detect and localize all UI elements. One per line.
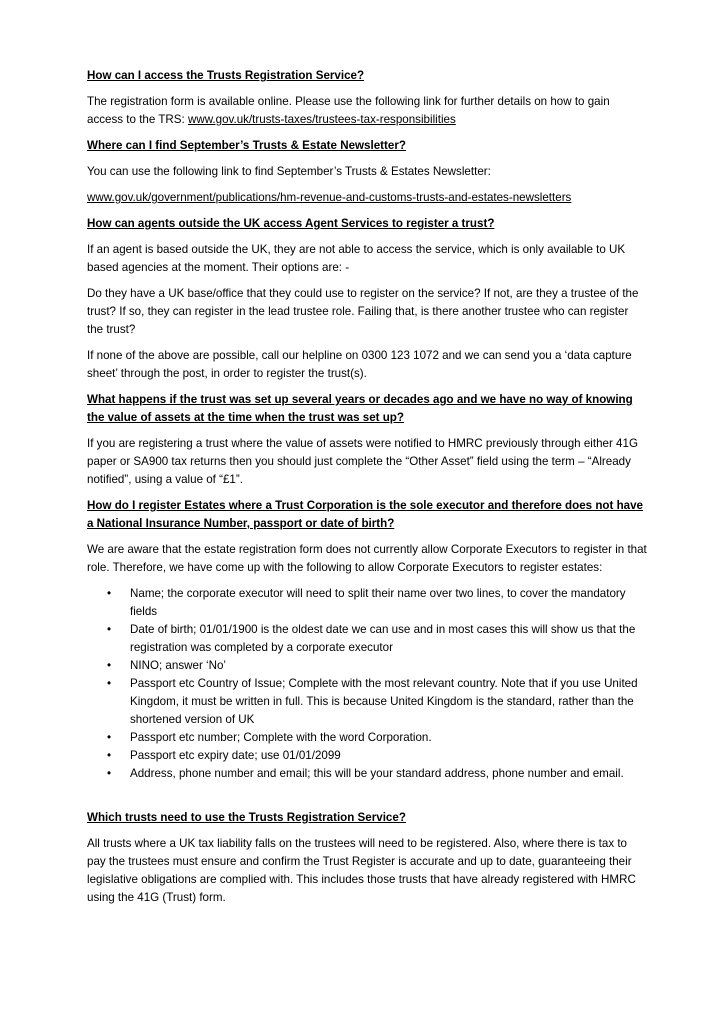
section-paragraph-agents-1: If an agent is based outside the UK, they are not able to access the service, which is only available to UK based agencies at the moment. Their options are: - xyxy=(87,243,626,274)
section-paragraph-access-trs xyxy=(87,93,647,129)
list-item xyxy=(87,585,647,621)
list-item xyxy=(87,747,647,765)
list-item-text: Name; the corporate executor will need to split their name over two lines, to cover the mandatory fields xyxy=(130,587,626,618)
bullet-icon: • xyxy=(107,623,112,636)
section-spacer xyxy=(87,791,647,809)
paragraph-text: The registration form is available online. Please use the following link for further details on how to gain access to the TRS: xyxy=(87,95,610,126)
section-heading-trust-corporation: How do I register Estates where a Trust Corporation is the sole executor and therefore does not have a National Insurance Number, passport or date of birth? xyxy=(87,499,643,530)
list-item-text: NINO; answer ‘No’ xyxy=(130,659,226,672)
section-paragraph-newsletter: You can use the following link to find September’s Trusts & Estates Newsletter: xyxy=(87,165,491,178)
bullet-icon: • xyxy=(107,587,112,600)
section-paragraph-old-trust-assets: If you are registering a trust where the value of assets were notified to HMRC previously through either 41G paper or SA900 tax returns then you should just complete the “Other Asset” field using the term – “Already notified”, using a value of “£1”. xyxy=(87,437,638,486)
list-item xyxy=(87,657,647,675)
trusts-taxes-link[interactable]: www.gov.uk/trusts-taxes/trustees-tax-responsibilities xyxy=(187,113,456,126)
newsletter-link[interactable]: www.gov.uk/government/publications/hm-revenue-and-customs-trusts-and-estates-newsletters xyxy=(87,191,572,204)
list-item xyxy=(87,729,647,747)
corporate-executor-bullet-list xyxy=(87,585,647,783)
list-item-text: Date of birth; 01/01/1900 is the oldest date we can use and in most cases this will show us that the registration was completed by a corporate executor xyxy=(130,623,636,654)
section-heading-access-trs: How can I access the Trusts Registration Service? xyxy=(87,69,365,82)
newsletter-link-line xyxy=(87,189,647,207)
bullet-icon: • xyxy=(107,677,112,690)
document-page xyxy=(87,67,647,915)
section-heading-newsletter: Where can I find September’s Trusts & Estate Newsletter? xyxy=(87,139,406,152)
section-heading-old-trust-assets: What happens if the trust was set up several years or decades ago and we have no way of knowing the value of assets at the time when the trust was set up? xyxy=(87,393,633,424)
list-item xyxy=(87,675,647,729)
bullet-icon: • xyxy=(107,749,112,762)
list-item xyxy=(87,621,647,657)
list-item-text: Passport etc expiry date; use 01/01/2099 xyxy=(130,749,341,762)
section-heading-agents-outside-uk: How can agents outside the UK access Agent Services to register a trust? xyxy=(87,217,495,230)
list-item-text: Passport etc Country of Issue; Complete with the most relevant country. Note that if you use United Kingdom, it must be written in full. This is because United Kingdom is the standard, rather than the shortened version of UK xyxy=(130,677,638,726)
list-item-text: Address, phone number and email; this will be your standard address, phone number and email. xyxy=(130,767,624,780)
bullet-icon: • xyxy=(107,767,112,780)
section-paragraph-agents-3: If none of the above are possible, call our helpline on 0300 123 1072 and we can send you a ‘data capture sheet’ through the post, in order to register the trust(s). xyxy=(87,349,632,380)
section-heading-which-trusts: Which trusts need to use the Trusts Registration Service? xyxy=(87,811,406,824)
bullet-icon: • xyxy=(107,659,112,672)
section-paragraph-which-trusts: All trusts where a UK tax liability falls on the trustees will need to be registered. Also, where there is tax to pay the trustees must ensure and confirm the Trust Register is accurate and up to date, guaranteeing their legislative obligations are complied with. This includes those trusts that have already registered with HMRC using the 41G (Trust) form. xyxy=(87,837,636,904)
section-paragraph-agents-2: Do they have a UK base/office that they could use to register on the service? If not, are they a trustee of the trust? If so, they can register in the lead trustee role. Failing that, is there another trustee who can register the trust? xyxy=(87,287,639,336)
list-item xyxy=(87,765,647,783)
section-paragraph-trust-corporation: We are aware that the estate registration form does not currently allow Corporate Executors to register in that role. Therefore, we have come up with the following to allow Corporate Executors to register estates: xyxy=(87,543,647,574)
bullet-icon: • xyxy=(107,731,112,744)
list-item-text: Passport etc number; Complete with the word Corporation. xyxy=(130,731,432,744)
